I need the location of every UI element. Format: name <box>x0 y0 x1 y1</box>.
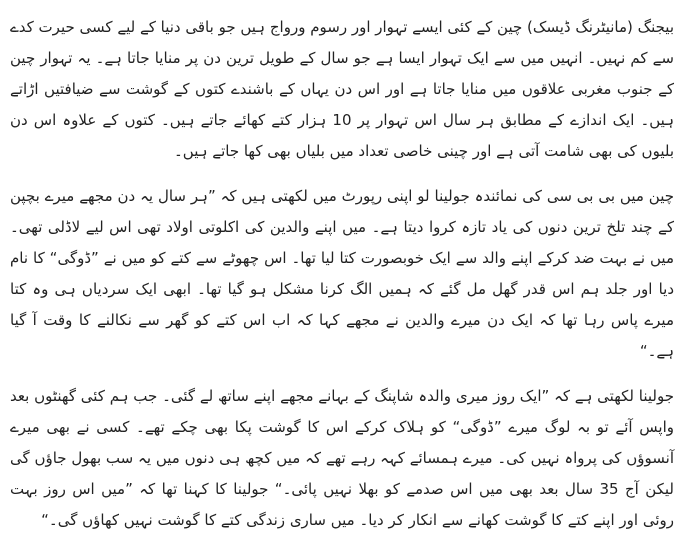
article-paragraph-3: جولینا لکھتی ہے کہ ”ایک روز میری والدہ شاپنگ کے بہانے مجھے اپنے ساتھ لے گئی۔ جب ہم کئی گھنٹوں بعد واپس آئے تو بہ لوگ میرے ”ڈوگی“ کو ہلاک کرکے اس کا گوشت پکا بھی چکے تھے۔ کسی نے بھی میرے آنسوؤں کی پرواہ نہیں کی۔ میرے ہمسائے کہہ رہے تھے کہ میں کچھ ہی دنوں میں یہ سب بھول جاؤں گی لیکن آج 35 سال بعد بھی میں اس صدمے کو بھلا نہیں پائی۔“ جولینا کا کہنا تھا کہ ”میں اس روز بہت روئی اور اپنے کتے کا گوشت کھانے سے انکار کر دیا۔ میں ساری زندگی کتے کا گوشت نہیں کھاؤں گی۔“ <box>10 387 674 529</box>
article-paragraph-1: بیجنگ (مانیٹرنگ ڈیسک) چین کے کئی ایسے تہوار اور رسوم ورواج ہیں جو باقی دنیا کے لیے کسی حیرت کدے سے کم نہیں۔ انہیں میں سے ایک تہوار ایسا ہے جو سال کے طویل ترین دن پر منایا جاتا ہے۔ یہ تہوار چین کے جنوب مغربی علاقوں میں منایا جاتا ہے اور اس دن یہاں کے باشندے کتوں کے گوشت سے ضیافتیں اڑاتے ہیں۔ ایک اندازے کے مطابق ہر سال اس تہوار پر 10 ہزار کتے کھائے جاتے ہیں۔ کتوں کے علاوہ اس دن بلیوں کی بھی شامت آتی ہے اور چینی خاصی تعداد میں بلیاں بھی کھا جاتے ہیں۔ <box>9 18 674 160</box>
article-paragraph-2: چین میں بی بی سی کی نمائندہ جولینا لو اپنی رپورٹ میں لکھتی ہیں کہ ”ہر سال یہ دن مجھے میرے بچپن کے چند تلخ ترین دنوں کی یاد تازہ کروا دیتا ہے۔ میں اپنے والدین کی اکلوتی اولاد تھی اس لیے لاڈلی تھی۔ میں نے بہت ضد کرکے اپنے والد سے ایک خوبصورت کتا لیا تھا۔ اس چھوٹے سے کتے کو میں نے ”ڈوگی“ کا نام دیا اور جلد ہم اس قدر گھل مل گئے کہ ہمیں الگ کرنا مشکل ہو گیا تھا۔ ابھی ایک سردیاں ہی وہ کتا میرے پاس رہا تھا کہ ایک دن میرے والدین نے مجھے کہا کہ اب اس کتے کو گھر سے نکالنے کا وقت آ گیا ہے۔“ <box>10 187 674 360</box>
article-body <box>10 12 674 550</box>
